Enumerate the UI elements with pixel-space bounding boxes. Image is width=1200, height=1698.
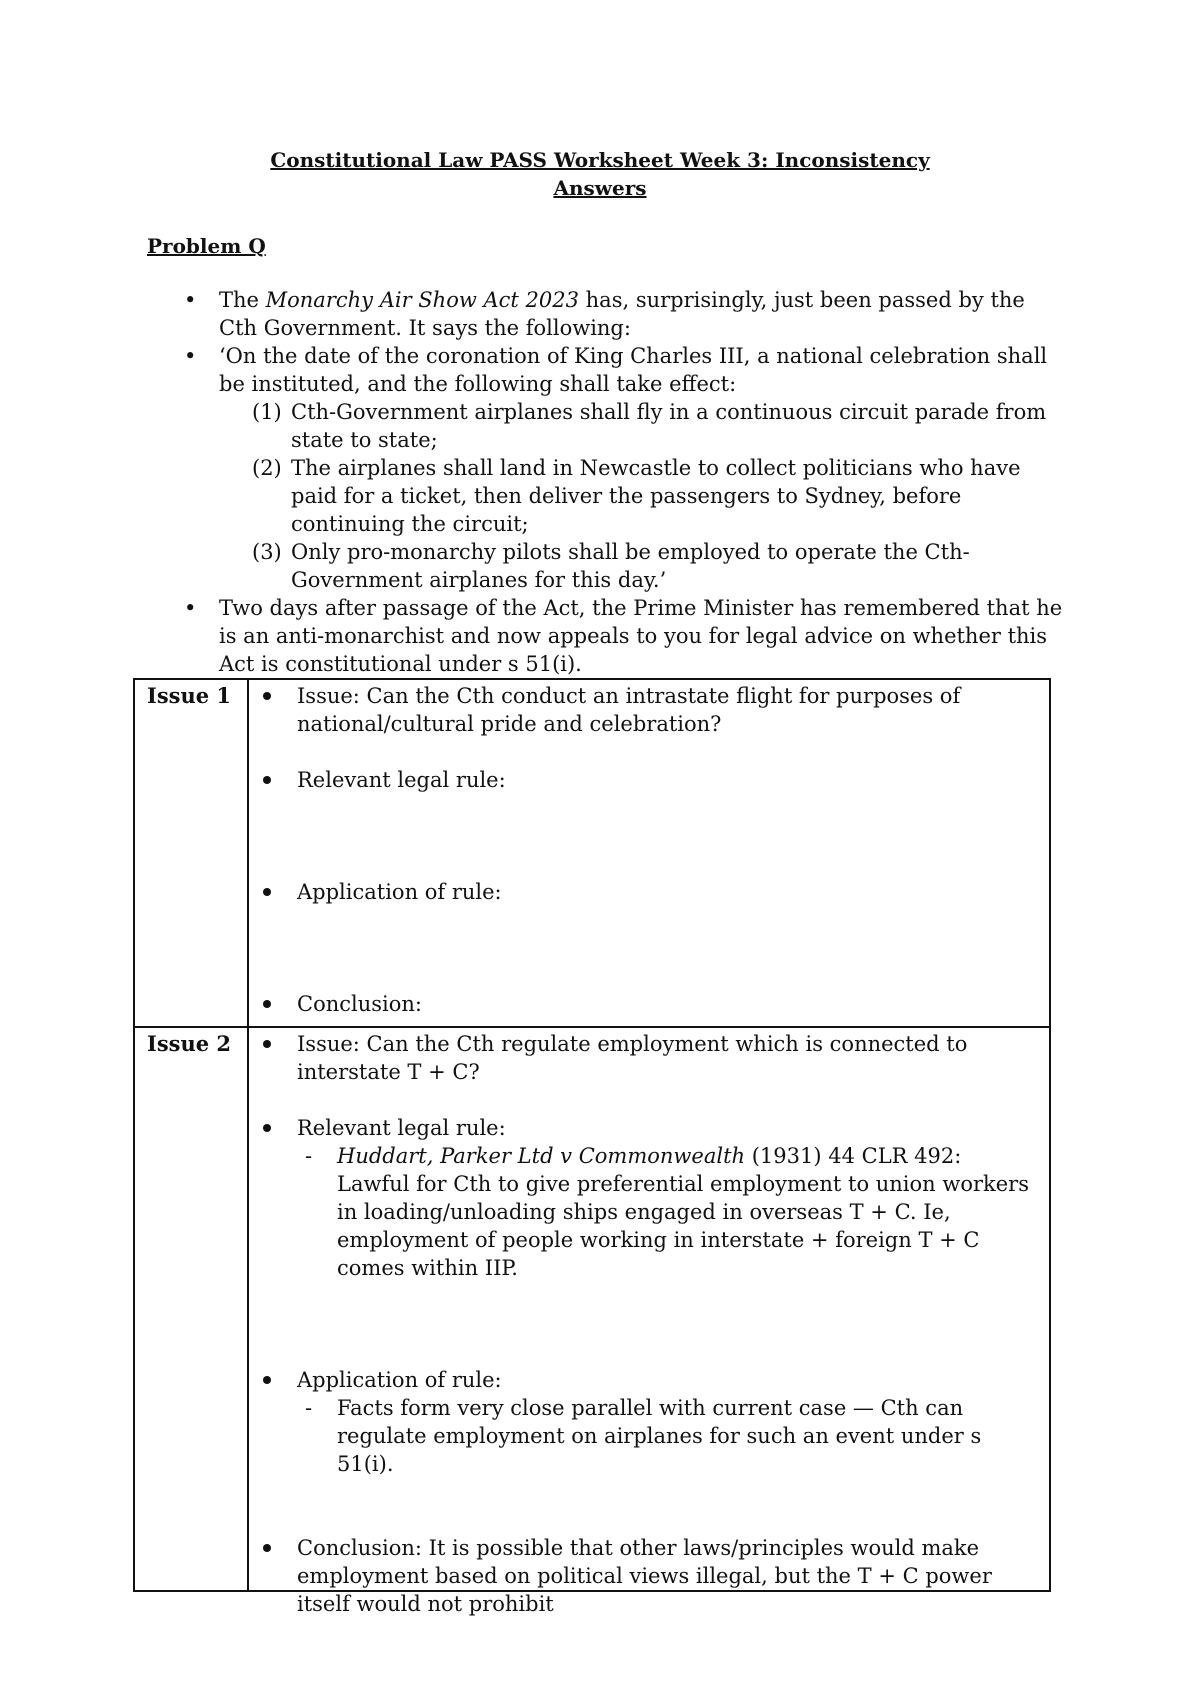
item-text: Relevant legal rule:	[297, 768, 506, 792]
provision-text: Cth-Government airplanes shall fly in a continuous circuit parade from state to state;	[291, 400, 1047, 452]
item-text: Application of rule:	[297, 1368, 502, 1392]
issue-application	[249, 1366, 1039, 1478]
bullet-icon	[263, 1040, 271, 1048]
case-name: Huddart, Parker Ltd v Commonwealth	[337, 1144, 746, 1168]
dash-icon: -	[305, 1144, 313, 1168]
bullet-icon: •	[184, 344, 197, 368]
dash-icon: -	[305, 1396, 313, 1420]
issue-question	[249, 1030, 1039, 1086]
item-text: Conclusion: It is possible that other laws/principles would make employment based on political views illegal, but the T + C power itself would not prohibit	[297, 1536, 992, 1616]
issue-label: Issue 2	[134, 1027, 248, 1591]
bullet-icon: •	[184, 596, 197, 620]
bullet-icon	[263, 1376, 271, 1384]
issues-table	[133, 678, 1051, 1616]
provision-number: (3)	[252, 540, 282, 564]
bullet-text: Two days after passage of the Act, the Prime Minister has remembered that he is an anti-monarchist and now appeals to you for legal advice on whether this Act is constitutional under s 51(i).	[219, 596, 1063, 676]
bullet-text: The	[219, 288, 266, 312]
bullet-act-intro	[147, 286, 1067, 342]
bullet-icon	[263, 1124, 271, 1132]
issue-label: Issue 1	[134, 679, 248, 1027]
bullet-text: has, surprisingly, just been passed by the Cth Government. It says the following:	[219, 288, 1025, 340]
title-line-2: Answers	[553, 176, 647, 200]
issue-rule	[249, 766, 1039, 794]
bullet-icon: •	[184, 288, 197, 312]
rule-case	[297, 1142, 1039, 1282]
issue-conclusion	[249, 990, 1039, 1018]
title-line-1: Constitutional Law PASS Worksheet Week 3: Inconsistency	[270, 148, 930, 172]
bullet-icon	[263, 1544, 271, 1552]
application-detail	[297, 1394, 1039, 1478]
provision-number: (2)	[252, 456, 282, 480]
table-row	[134, 679, 1050, 1027]
table-row	[134, 1027, 1050, 1591]
problem-bullets	[147, 286, 1067, 678]
bullet-icon	[263, 692, 271, 700]
detail-text: Facts form very close parallel with current case — Cth can regulate employment on airplanes for such an event under s 51(i).	[337, 1396, 982, 1476]
bullet-pm-request	[147, 594, 1067, 678]
document-title	[0, 146, 1200, 202]
item-text: Issue: Can the Cth conduct an intrastate flight for purposes of national/cultural pride and celebration?	[297, 684, 961, 736]
issue-rule	[249, 1114, 1039, 1282]
act-provisions	[219, 398, 1067, 594]
provision-item	[219, 538, 1067, 594]
provision-number: (1)	[252, 400, 282, 424]
item-text: Conclusion:	[297, 992, 422, 1016]
item-text: Issue: Can the Cth regulate employment which is connected to interstate T + C?	[297, 1032, 968, 1084]
item-text: Application of rule:	[297, 880, 502, 904]
bullet-icon	[263, 776, 271, 784]
bullet-text: ‘On the date of the coronation of King Charles III, a national celebration shall be instituted, and the following shall take effect:	[219, 344, 1048, 396]
item-text: Relevant legal rule:	[297, 1116, 506, 1140]
act-name: Monarchy Air Show Act 2023	[265, 288, 579, 312]
bullet-act-text	[147, 342, 1067, 594]
provision-item	[219, 398, 1067, 454]
bullet-icon	[263, 888, 271, 896]
issue-content	[248, 1027, 1050, 1616]
problem-heading: Problem Q	[147, 234, 266, 258]
case-detail: (1931) 44 CLR 492: Lawful for Cth to give preferential employment to union workers in loading/unloading ships engaged in overseas T + C. Ie, employment of people working in interstate + foreign T + C comes within IIP.	[337, 1144, 1029, 1280]
provision-item	[219, 454, 1067, 538]
issue-conclusion	[249, 1534, 1039, 1616]
bullet-icon	[263, 1000, 271, 1008]
issue-content	[248, 679, 1050, 1027]
provision-text: The airplanes shall land in Newcastle to collect politicians who have paid for a ticket, then deliver the passengers to Sydney, before continuing the circuit;	[291, 456, 1021, 536]
provision-text: Only pro-monarchy pilots shall be employed to operate the Cth-Government airplanes for this day.’	[291, 540, 970, 592]
issue-question	[249, 682, 1039, 738]
issue-application	[249, 878, 1039, 906]
